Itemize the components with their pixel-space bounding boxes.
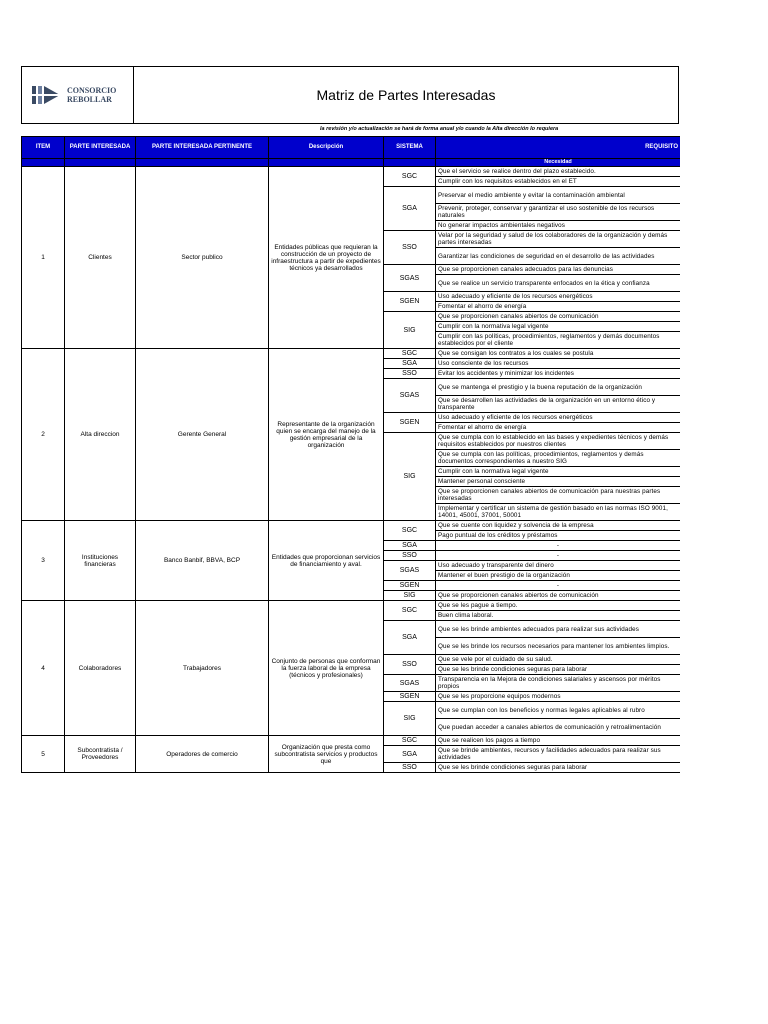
sistema-cell: SGEN <box>384 692 436 702</box>
requisito-cell: Que se cumpla con las políticas, procedimientos, reglamentos y demás documentos correspondientes a nuestro SIG <box>436 450 681 467</box>
requisito-cell: Que se mantenga el prestigio y la buena reputación de la organización <box>436 379 681 396</box>
requisito-cell: Cumplir con la normativa legal vigente <box>436 467 681 477</box>
pip-cell: Trabajadores <box>136 601 269 736</box>
sistema-cell: SGA <box>384 359 436 369</box>
requisito-cell: Que se vele por el cuidado de su salud. <box>436 655 681 665</box>
parte-cell: Instituciones financieras <box>65 521 136 601</box>
header-item: ITEM <box>22 137 65 159</box>
requisito-cell: - <box>436 581 681 591</box>
requisito-cell: Pago puntual de los créditos y préstamos <box>436 531 681 541</box>
sistema-cell: SGEN <box>384 581 436 591</box>
pip-cell: Gerente General <box>136 349 269 521</box>
pip-cell: Banco Banbif, BBVA, BCP <box>136 521 269 601</box>
requisito-cell: Que se les proporcione equipos modernos <box>436 692 681 702</box>
sistema-cell: SGAS <box>384 379 436 413</box>
requisito-cell: Que se realicen los pagos a tiempo <box>436 736 681 746</box>
descripcion-cell: Conjunto de personas que conforman la fuerza laboral de la empresa (técnicos y profesionales) <box>269 601 384 736</box>
sistema-cell: SGAS <box>384 675 436 692</box>
requisito-cell: Cumplir con los requisitos establecidos en el ET <box>436 177 681 187</box>
parte-cell: Clientes <box>65 167 136 349</box>
requisito-cell: Fomentar el ahorro de energía <box>436 302 681 312</box>
table-row <box>22 601 681 611</box>
sistema-cell: SSO <box>384 231 436 265</box>
parte-cell: Subcontratista / Proveedores <box>65 736 136 773</box>
table-row <box>22 349 681 359</box>
item-cell: 1 <box>22 167 65 349</box>
requisito-cell: Que se proporcionen canales abiertos de comunicación <box>436 312 681 322</box>
requisito-cell: Velar por la seguridad y salud de los colaboradores de la organización y demás partes interesadas <box>436 231 681 248</box>
requisito-cell: Que puedan acceder a canales abiertos de comunicación y retroalimentación <box>436 719 681 736</box>
parte-cell: Alta direccion <box>65 349 136 521</box>
requisito-cell: Que se proporcionen canales adecuados para las denuncias <box>436 265 681 275</box>
requisito-cell: Que se consigan los contratos a los cuales se postula <box>436 349 681 359</box>
descripcion-cell: Representante de la organización quien se encarga del manejo de la gestión empresarial de la organización <box>269 349 384 521</box>
header-necesidad: Necesidad <box>436 159 681 167</box>
header-sistema: SISTEMA <box>384 137 436 159</box>
building-logo-icon <box>32 84 62 106</box>
requisito-cell: Uso adecuado y eficiente de los recursos energéticos <box>436 292 681 302</box>
item-cell: 4 <box>22 601 65 736</box>
descripcion-cell: Entidades que proporcionan servicios de financiamiento y aval. <box>269 521 384 601</box>
subheader-spacer <box>22 159 65 167</box>
sistema-cell: SSO <box>384 551 436 561</box>
requisito-cell: Que el servicio se realice dentro del plazo establecido. <box>436 167 681 177</box>
requisito-cell: Que se cuente con liquidez y solvencia de la empresa <box>436 521 681 531</box>
item-cell: 3 <box>22 521 65 601</box>
item-cell: 2 <box>22 349 65 521</box>
sistema-cell: SIG <box>384 312 436 349</box>
parte-cell: Colaboradores <box>65 601 136 736</box>
requisito-cell: Transparencia en la Mejora de condiciones salariales y ascensos por méritos propios <box>436 675 681 692</box>
descripcion-cell: Organización que presta como subcontratista servicios y productos que <box>269 736 384 773</box>
subheader-spacer <box>269 159 384 167</box>
requisito-cell: Que se cumpla con lo establecido en las bases y expedientes técnicos y demás requisitos establecidos por nuestros clientes <box>436 433 681 450</box>
sistema-cell: SGA <box>384 541 436 551</box>
requisito-cell: Que se realice un servicio transparente enfocados en la ética y confianza <box>436 275 681 292</box>
requisito-cell: Que se les brinde condiciones seguras para laborar <box>436 763 681 773</box>
requisito-cell: Que se les brinde ambientes adecuados para realizar sus actividades <box>436 621 681 638</box>
header-pip: PARTE INTERESADA PERTINENTE <box>136 137 269 159</box>
requisito-cell: Mantener el buen prestigio de la organización <box>436 571 681 581</box>
requisito-cell: Garantizar las condiciones de seguridad en el desarrollo de las actividades <box>436 248 681 265</box>
requisito-cell: Implementar y certificar un sistema de gestión basado en las normas ISO 9001, 14001, 45001, 37001, 50001 <box>436 504 681 521</box>
requisito-cell: Que se desarrollen las actividades de la organización en un entorno ético y transparente <box>436 396 681 413</box>
sistema-cell: SGC <box>384 349 436 359</box>
header-requisito: REQUISITO <box>436 137 681 159</box>
table-row <box>22 521 681 531</box>
page-title: Matriz de Partes Interesadas <box>316 87 496 103</box>
matrix-table-container <box>21 136 680 956</box>
sistema-cell: SGAS <box>384 561 436 581</box>
requisito-cell: Uso consciente de los recursos <box>436 359 681 369</box>
sistema-cell: SGA <box>384 621 436 655</box>
requisito-cell: Mantener personal consciente <box>436 477 681 487</box>
requisito-cell: - <box>436 551 681 561</box>
requisito-cell: Uso adecuado y eficiente de los recursos energéticos <box>436 413 681 423</box>
header-descripcion: Descripción <box>269 137 384 159</box>
sistema-cell: SGA <box>384 187 436 231</box>
sistema-cell: SIG <box>384 433 436 521</box>
descripcion-cell: Entidades públicas que requieran la construcción de un proyecto de infraestructura a partir de expedientes técnicos ya desarrollados <box>269 167 384 349</box>
requisito-cell: Que se les brinde condiciones seguras para laborar <box>436 665 681 675</box>
matrix-table <box>21 136 680 773</box>
subheader-spacer <box>136 159 269 167</box>
sistema-cell: SGC <box>384 736 436 746</box>
sistema-cell: SGC <box>384 167 436 187</box>
document-header <box>21 66 679 124</box>
requisito-cell: Que se proporcionen canales abiertos de comunicación para nuestras partes interesadas <box>436 487 681 504</box>
subheader-spacer <box>384 159 436 167</box>
requisito-cell: Que se cumplan con los beneficios y normas legales aplicables al rubro <box>436 702 681 719</box>
item-cell: 5 <box>22 736 65 773</box>
requisito-cell: Cumplir con la normativa legal vigente <box>436 322 681 332</box>
header-parte: PARTE INTERESADA <box>65 137 136 159</box>
logo-text <box>67 86 116 104</box>
requisito-cell: Buen clima laboral. <box>436 611 681 621</box>
sistema-cell: SSO <box>384 763 436 773</box>
pip-cell: Sector publico <box>136 167 269 349</box>
sistema-cell: SSO <box>384 369 436 379</box>
requisito-cell: Fomentar el ahorro de energía <box>436 423 681 433</box>
subheader-spacer <box>65 159 136 167</box>
sistema-cell: SSO <box>384 655 436 675</box>
requisito-cell: Cumplir con las políticas, procedimientos, reglamentos y demás documentos establecidos por el cliente <box>436 332 681 349</box>
sistema-cell: SGC <box>384 521 436 541</box>
table-row <box>22 167 681 177</box>
table-row <box>22 736 681 746</box>
requisito-cell: - <box>436 541 681 551</box>
sistema-cell: SGA <box>384 746 436 763</box>
requisito-cell: Prevenir, proteger, conservar y garantizar el uso sostenible de los recursos naturales <box>436 204 681 221</box>
sistema-cell: SIG <box>384 702 436 736</box>
logo <box>22 67 134 123</box>
requisito-cell: Preservar el medio ambiente y evitar la contaminación ambiental <box>436 187 681 204</box>
sistema-cell: SGC <box>384 601 436 621</box>
logo-line1: CONSORCIO <box>67 86 117 95</box>
revision-note: la revisión y/o actualización se hará de forma anual y/o cuando la Alta dirección lo requiera <box>320 126 559 132</box>
sistema-cell: SIG <box>384 591 436 601</box>
pip-cell: Operadores de comercio <box>136 736 269 773</box>
matrix-body <box>22 159 681 773</box>
logo-line2: REBOLLAR <box>67 95 112 104</box>
requisito-cell: Que se proporcionen canales abiertos de comunicación <box>436 591 681 601</box>
requisito-cell: Que se les brinde los recursos necesarios para mantener los ambientes limpios. <box>436 638 681 655</box>
requisito-cell: Evitar los accidentes y minimizar los incidentes <box>436 369 681 379</box>
requisito-cell: Que se les pague a tiempo. <box>436 601 681 611</box>
requisito-cell: Que se brinde ambientes, recursos y facilidades adecuados para realizar sus actividades <box>436 746 681 763</box>
sistema-cell: SGEN <box>384 292 436 312</box>
sistema-cell: SGAS <box>384 265 436 292</box>
requisito-cell: No generar impactos ambientales negativos <box>436 221 681 231</box>
requisito-cell: Uso adecuado y transparente del dinero <box>436 561 681 571</box>
sistema-cell: SGEN <box>384 413 436 433</box>
